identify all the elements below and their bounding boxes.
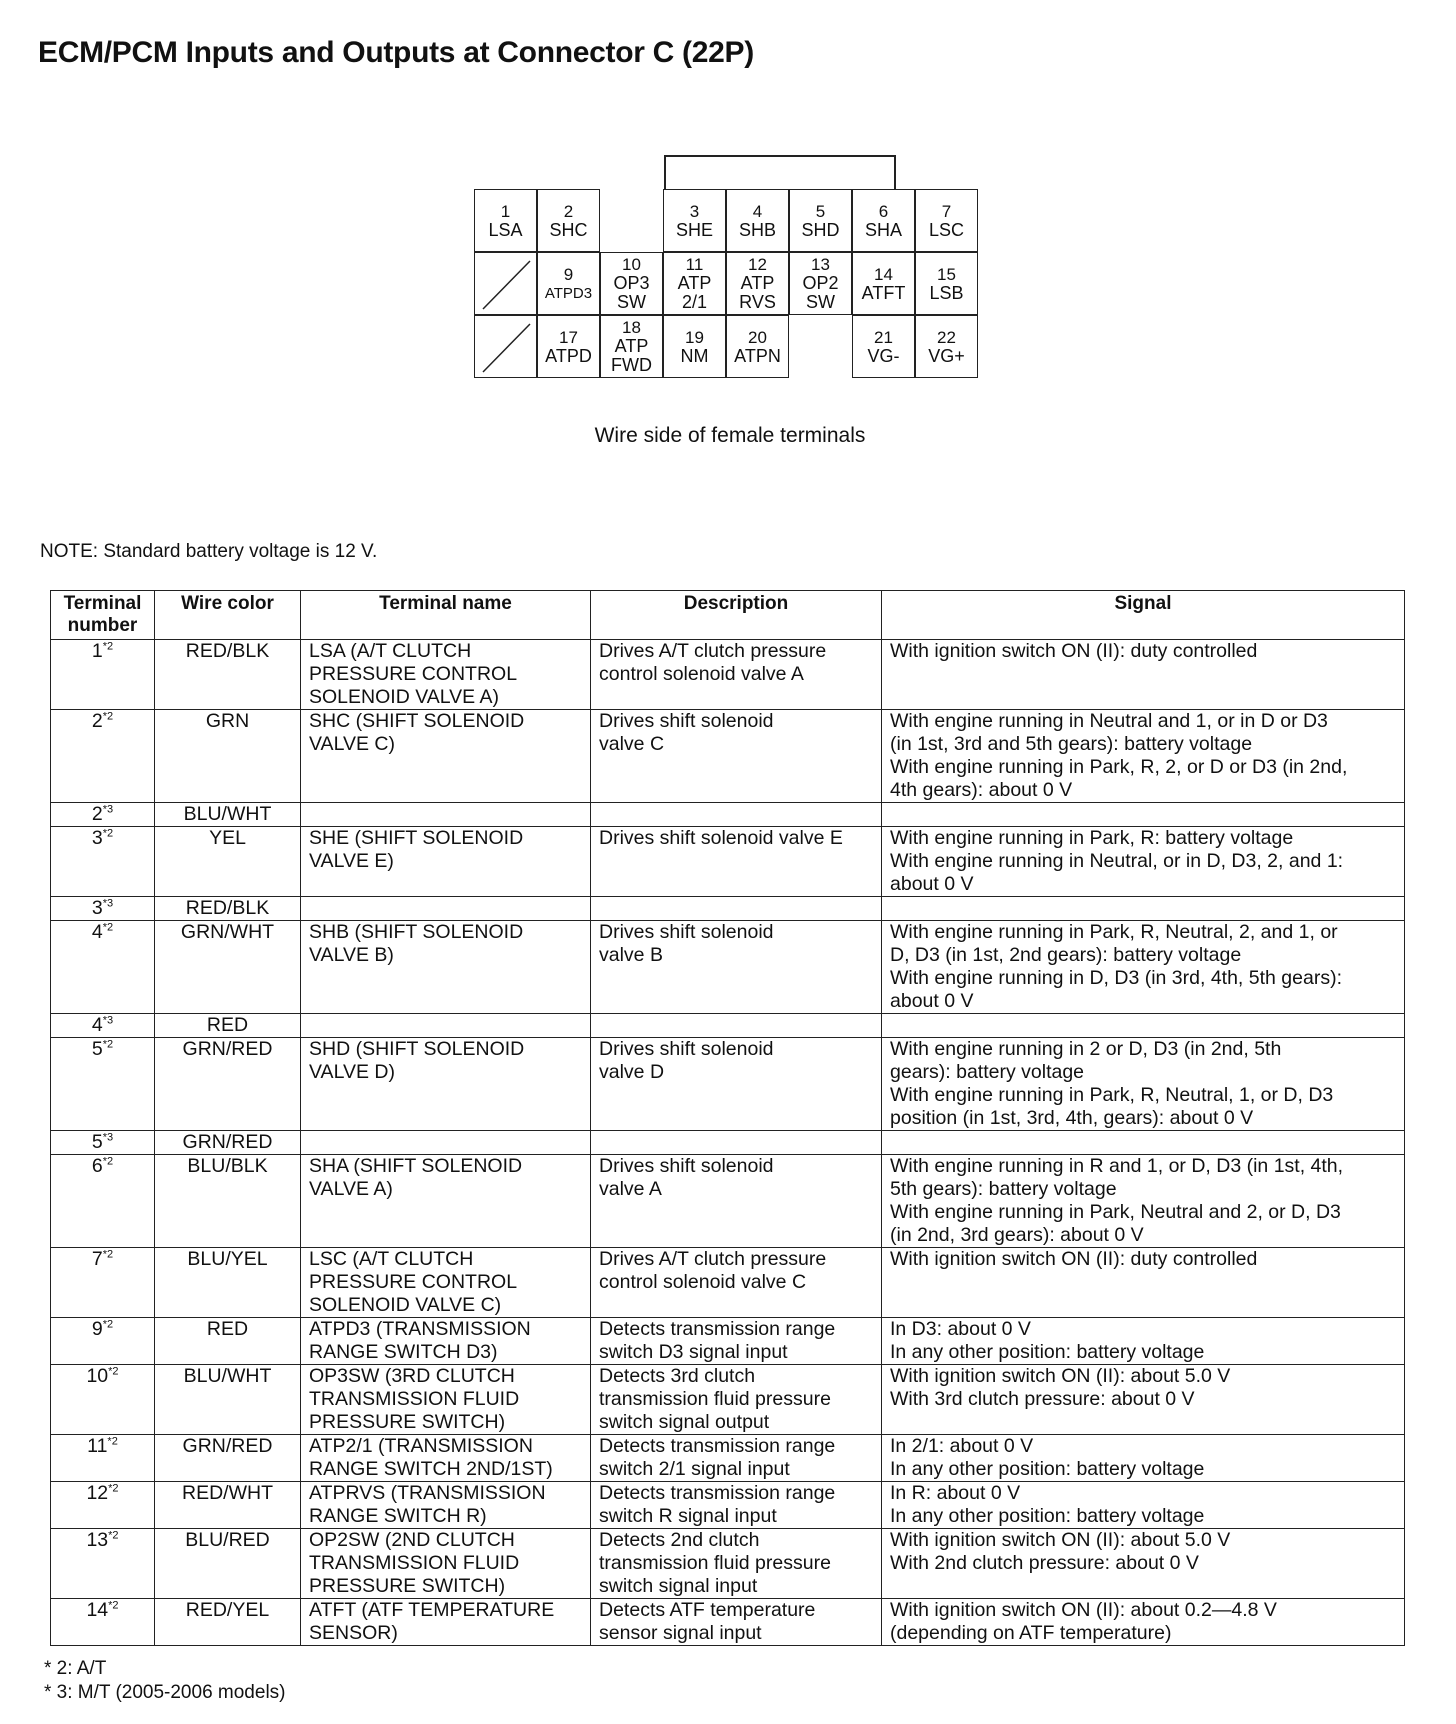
cell-terminal-number: [51, 640, 155, 710]
terminal-number-value: 3: [91, 827, 103, 849]
terminal-1: [474, 189, 537, 252]
terminal-number: 17: [559, 327, 578, 347]
cell-terminal-name: [301, 1038, 591, 1131]
terminal-label: SHD: [801, 219, 840, 240]
terminal-name: ATPD3 (TRANSMISSION RANGE SWITCH D3): [309, 1318, 531, 1363]
terminal-name: OP2SW (2ND CLUTCH TRANSMISSION FLUID PRESSURE SWITCH): [309, 1529, 520, 1597]
terminal-12: [726, 252, 789, 315]
footnote-marker: *2: [102, 1155, 114, 1168]
cell-description: [591, 1529, 882, 1599]
terminal-number: [87, 1435, 118, 1457]
terminal-number-value: 3: [91, 897, 103, 919]
terminal-label: ATPD: [545, 345, 592, 366]
table-row: [51, 1131, 1405, 1155]
cell-terminal-number: [51, 897, 155, 921]
table-row: [51, 897, 1405, 921]
unused-slash-icon: [475, 253, 538, 316]
wire-color: RED/YEL: [185, 1599, 270, 1621]
terminal-19: [663, 315, 726, 378]
cell-wire-color: [155, 1529, 301, 1599]
terminal-20: [726, 315, 789, 378]
cell-description: [591, 1435, 882, 1482]
footnote-marker: *2: [102, 1038, 114, 1051]
wire-color: BLU/YEL: [187, 1248, 268, 1270]
terminal-15: [915, 252, 978, 315]
terminal-number: [86, 1365, 118, 1387]
terminal-label: LSB: [929, 282, 964, 303]
terminal-14: [852, 252, 915, 315]
cell-description: [591, 1155, 882, 1248]
wire-color: YEL: [209, 827, 246, 849]
description: Drives shift solenoid valve C: [599, 710, 774, 755]
table-body: [51, 640, 1405, 1646]
terminal-label: VG+: [928, 345, 965, 366]
table-row: [51, 1529, 1405, 1599]
cell-wire-color: [155, 710, 301, 803]
terminal-label: SHA: [864, 219, 902, 240]
footnote-marker: *2: [102, 640, 114, 653]
wire-color: RED/BLK: [185, 640, 270, 662]
terminal-number: [86, 1529, 118, 1551]
cell-signal: [882, 897, 1405, 921]
cell-signal: [882, 1155, 1405, 1248]
table-row: [51, 640, 1405, 710]
terminal-number-value: 9: [91, 1318, 103, 1340]
cell-terminal-number: [51, 803, 155, 827]
connector-diagram: [474, 155, 984, 381]
terminal-number-value: 5: [91, 1131, 103, 1153]
terminal-7: [915, 189, 978, 252]
cell-terminal-number: [51, 1435, 155, 1482]
signal: With ignition switch ON (II): duty controlled: [890, 640, 1258, 662]
cell-signal: [882, 1014, 1405, 1038]
cell-signal: [882, 803, 1405, 827]
footnote-marker: *2: [108, 1365, 119, 1378]
cell-terminal-name: [301, 1131, 591, 1155]
footnotes: [44, 1657, 286, 1705]
table-row: [51, 1599, 1405, 1646]
wire-color: BLU/RED: [185, 1529, 270, 1551]
signal: With ignition switch ON (II): duty controlled: [890, 1248, 1258, 1270]
cell-terminal-number: [51, 827, 155, 897]
terminal-number-value: 5: [91, 1038, 103, 1060]
signal: With ignition switch ON (II): about 5.0 V With 2nd clutch pressure: about 0 V: [890, 1529, 1231, 1574]
cell-terminal-name: [301, 921, 591, 1014]
cell-signal: [882, 710, 1405, 803]
terminal-number-value: 13: [86, 1529, 109, 1551]
terminal-label: SHB: [738, 219, 776, 240]
terminal-21: [852, 315, 915, 378]
terminal-label: OP3 SW: [613, 273, 650, 312]
terminal-9: [537, 252, 600, 315]
cell-terminal-name: [301, 803, 591, 827]
terminal-number-value: 7: [91, 1248, 103, 1270]
description: Detects transmission range switch R signal input: [599, 1482, 836, 1527]
terminal-name: SHC (SHIFT SOLENOID VALVE C): [309, 710, 525, 755]
cell-terminal-name: [301, 897, 591, 921]
terminal-number: 6: [878, 201, 889, 221]
cell-description: [591, 1248, 882, 1318]
cell-terminal-number: [51, 1014, 155, 1038]
cell-terminal-name: [301, 827, 591, 897]
signal: With engine running in R and 1, or D, D3 (in 1st, 4th, 5th gears): battery voltage With engine running in Park, Neutral and 2, or D, D3 (in 2nd, 3rd gears): about 0 V: [890, 1155, 1344, 1246]
cell-signal: [882, 1599, 1405, 1646]
signal: In 2/1: about 0 V In any other position: battery voltage: [890, 1435, 1205, 1480]
terminal-name: ATPRVS (TRANSMISSION RANGE SWITCH R): [309, 1482, 546, 1527]
terminal-label: ATPN: [734, 345, 781, 366]
header-wire-color: Wire color: [155, 591, 301, 640]
signal: With engine running in 2 or D, D3 (in 2nd, 5th gears): battery voltage With engine running in Park, R, Neutral, 1, or D, D3 position (in 1st, 3rd, 4th, gears): about 0 V: [890, 1038, 1334, 1129]
footnote-marker: *2: [102, 921, 114, 934]
cell-description: [591, 640, 882, 710]
terminal-number-value: 2: [91, 803, 103, 825]
terminal-number: 18: [622, 318, 641, 337]
cell-terminal-name: [301, 1014, 591, 1038]
description: Detects ATF temperature sensor signal input: [599, 1599, 816, 1644]
terminal-10: [600, 252, 663, 315]
footnote-marker: *2: [107, 1435, 118, 1448]
terminal-number: [92, 921, 113, 943]
table-row: [51, 827, 1405, 897]
terminal-2: [537, 189, 600, 252]
terminal-number: [92, 827, 113, 849]
terminal-number: [92, 803, 113, 825]
header-terminal-name: Terminal name: [301, 591, 591, 640]
terminal-22: [915, 315, 978, 378]
wire-color: BLU/WHT: [183, 803, 272, 825]
terminal-name: ATP2/1 (TRANSMISSION RANGE SWITCH 2ND/1ST): [309, 1435, 553, 1480]
cell-terminal-name: [301, 1248, 591, 1318]
cell-signal: [882, 921, 1405, 1014]
footnote-at: * 2: A/T: [44, 1658, 107, 1679]
terminal-number-value: 12: [86, 1482, 109, 1504]
terminal-number: [92, 640, 113, 662]
signal: With engine running in Neutral and 1, or in D or D3 (in 1st, 3rd and 5th gears): battery voltage With engine running in Park, R, 2, or D or D3 (in 2nd, 4th gears): about 0 V: [890, 710, 1348, 801]
terminal-number: [92, 1248, 113, 1270]
description: Drives shift solenoid valve E: [599, 827, 843, 849]
cell-wire-color: [155, 1131, 301, 1155]
wire-color: GRN/WHT: [180, 921, 275, 943]
terminal-number: [92, 1318, 113, 1340]
terminal-number: [92, 710, 113, 732]
cell-terminal-name: [301, 1155, 591, 1248]
header-signal: Signal: [882, 591, 1405, 640]
cell-wire-color: [155, 1014, 301, 1038]
terminal-6: [852, 189, 915, 252]
table-row: [51, 710, 1405, 803]
terminal-number: 19: [685, 327, 704, 347]
cell-terminal-number: [51, 1365, 155, 1435]
cell-wire-color: [155, 1482, 301, 1529]
footnote-marker: *2: [108, 1599, 119, 1612]
terminal-label: SHC: [549, 219, 588, 240]
terminal-name: ATFT (ATF TEMPERATURE SENSOR): [309, 1599, 555, 1644]
battery-voltage-note: NOTE: Standard battery voltage is 12 V.: [40, 541, 378, 562]
cell-description: [591, 827, 882, 897]
footnote-mt: * 3: M/T (2005-2006 models): [44, 1682, 286, 1703]
footnote-marker: *2: [108, 1529, 119, 1542]
terminal-label: VG-: [867, 345, 900, 366]
cell-terminal-number: [51, 1155, 155, 1248]
table-row: [51, 1155, 1405, 1248]
description: Drives A/T clutch pressure control solenoid valve A: [599, 640, 827, 685]
terminal-number-value: 11: [87, 1435, 108, 1457]
terminal-number-value: 1: [91, 640, 103, 662]
wire-color: RED: [206, 1014, 249, 1036]
cell-description: [591, 1599, 882, 1646]
cell-wire-color: [155, 1155, 301, 1248]
terminal-4: [726, 189, 789, 252]
unused-slash-icon: [475, 316, 538, 379]
footnote-marker: *3: [102, 897, 114, 910]
wire-color: RED/BLK: [185, 897, 270, 919]
terminal-label: LSC: [928, 219, 964, 240]
terminal-number: 22: [937, 327, 956, 347]
cell-signal: [882, 1435, 1405, 1482]
cell-terminal-name: [301, 1599, 591, 1646]
terminal-18: [600, 315, 663, 378]
terminal-number: 7: [941, 201, 952, 221]
cell-signal: [882, 1482, 1405, 1529]
footnote-marker: *3: [102, 1014, 114, 1027]
signal: With engine running in Park, R, Neutral, 2, and 1, or D, D3 (in 1st, 2nd gears): battery voltage With engine running in D, D3 (in 3rd, 4th, 5th gears): about 0 V: [890, 921, 1342, 1012]
terminal-number: 21: [874, 327, 893, 347]
cell-description: [591, 1131, 882, 1155]
terminal-number-value: 2: [91, 710, 103, 732]
cell-terminal-number: [51, 710, 155, 803]
cell-description: [591, 1482, 882, 1529]
terminal-name: LSC (A/T CLUTCH PRESSURE CONTROL SOLENOID VALVE C): [309, 1248, 518, 1316]
terminal-16-unused: [474, 315, 537, 378]
terminal-label: ATP 2/1: [677, 273, 712, 312]
terminal-label: OP2 SW: [802, 273, 839, 312]
connector-lock-tab: [664, 155, 896, 189]
terminal-label: NM: [680, 345, 709, 366]
cell-terminal-name: [301, 1365, 591, 1435]
footnote-marker: *2: [102, 1318, 114, 1331]
footnote-marker: *3: [102, 803, 114, 816]
cell-description: [591, 710, 882, 803]
description: Drives A/T clutch pressure control solenoid valve C: [599, 1248, 827, 1293]
terminal-number: 11: [685, 255, 704, 274]
header-terminal-number: Terminal number: [51, 591, 155, 640]
terminal-number-value: 4: [91, 921, 103, 943]
cell-signal: [882, 1131, 1405, 1155]
cell-terminal-number: [51, 1131, 155, 1155]
cell-wire-color: [155, 1435, 301, 1482]
terminal-label: LSA: [488, 219, 523, 240]
cell-description: [591, 1014, 882, 1038]
footnote-marker: *3: [102, 1131, 114, 1144]
cell-terminal-name: [301, 640, 591, 710]
cell-description: [591, 1365, 882, 1435]
cell-wire-color: [155, 1365, 301, 1435]
terminal-name: SHD (SHIFT SOLENOID VALVE D): [309, 1038, 525, 1083]
description: Drives shift solenoid valve A: [599, 1155, 774, 1200]
terminal-number: [92, 1038, 113, 1060]
cell-terminal-name: [301, 1529, 591, 1599]
terminal-number: [92, 1155, 113, 1177]
cell-signal: [882, 827, 1405, 897]
terminal-number-value: 4: [91, 1014, 103, 1036]
table-row: [51, 1365, 1405, 1435]
terminal-name: SHA (SHIFT SOLENOID VALVE A): [309, 1155, 523, 1200]
terminal-name: LSA (A/T CLUTCH PRESSURE CONTROL SOLENOID VALVE A): [309, 640, 518, 708]
terminal-number: 15: [937, 264, 956, 284]
terminal-number: [92, 1014, 113, 1036]
terminal-table: [50, 590, 1405, 1646]
terminal-number-value: 10: [86, 1365, 109, 1387]
cell-terminal-number: [51, 1529, 155, 1599]
wire-color: RED: [206, 1318, 249, 1340]
terminal-number: 20: [748, 327, 767, 347]
header-description: Description: [591, 591, 882, 640]
signal: With ignition switch ON (II): about 0.2—4.8 V (depending on ATF temperature): [890, 1599, 1277, 1644]
terminal-number-value: 14: [86, 1599, 109, 1621]
wire-color: BLU/WHT: [183, 1365, 272, 1387]
terminal-name: OP3SW (3RD CLUTCH TRANSMISSION FLUID PRESSURE SWITCH): [309, 1365, 520, 1433]
wire-color: GRN: [205, 710, 250, 732]
footnote-marker: *2: [102, 1248, 114, 1261]
cell-terminal-name: [301, 710, 591, 803]
cell-description: [591, 897, 882, 921]
cell-wire-color: [155, 1318, 301, 1365]
terminal-8-unused: [474, 252, 537, 315]
cell-signal: [882, 1318, 1405, 1365]
cell-terminal-number: [51, 1318, 155, 1365]
cell-wire-color: [155, 921, 301, 1014]
cell-terminal-name: [301, 1318, 591, 1365]
footnote-marker: *2: [108, 1482, 119, 1495]
terminal-name: SHE (SHIFT SOLENOID VALVE E): [309, 827, 524, 872]
cell-wire-color: [155, 1038, 301, 1131]
cell-description: [591, 803, 882, 827]
terminal-number: 4: [752, 201, 763, 221]
terminal-number: [92, 897, 113, 919]
connector-caption: Wire side of female terminals: [594, 424, 866, 447]
table-row: [51, 1014, 1405, 1038]
signal: With engine running in Park, R: battery voltage With engine running in Neutral, or in D, D3, 2, and 1: about 0 V: [890, 827, 1344, 895]
signal: In R: about 0 V In any other position: battery voltage: [890, 1482, 1205, 1527]
table-row: [51, 1038, 1405, 1131]
terminal-label: ATP FWD: [611, 336, 652, 375]
table-row: [51, 1482, 1405, 1529]
wire-color: GRN/RED: [182, 1435, 273, 1457]
cell-description: [591, 1318, 882, 1365]
cell-signal: [882, 1365, 1405, 1435]
cell-terminal-number: [51, 1248, 155, 1318]
description: Drives shift solenoid valve D: [599, 1038, 774, 1083]
terminal-number: [86, 1482, 118, 1504]
terminal-3: [663, 189, 726, 252]
cell-signal: [882, 640, 1405, 710]
cell-wire-color: [155, 640, 301, 710]
cell-wire-color: [155, 1248, 301, 1318]
terminal-name: SHB (SHIFT SOLENOID VALVE B): [309, 921, 524, 966]
description: Detects 2nd clutch transmission fluid pressure switch signal input: [599, 1529, 831, 1597]
wire-color: BLU/BLK: [187, 1155, 268, 1177]
terminal-number-value: 6: [91, 1155, 103, 1177]
cell-signal: [882, 1248, 1405, 1318]
cell-description: [591, 1038, 882, 1131]
cell-terminal-number: [51, 921, 155, 1014]
terminal-number: 9: [563, 264, 574, 284]
cell-signal: [882, 1038, 1405, 1131]
cell-terminal-name: [301, 1482, 591, 1529]
footnote-marker: *2: [102, 827, 114, 840]
table-row: [51, 921, 1405, 1014]
terminal-label: SHE: [675, 219, 713, 240]
terminal-17: [537, 315, 600, 378]
cell-wire-color: [155, 803, 301, 827]
terminal-label: ATFT: [861, 282, 906, 303]
table-row: [51, 1318, 1405, 1365]
description: Detects transmission range switch 2/1 signal input: [599, 1435, 836, 1480]
cell-terminal-number: [51, 1599, 155, 1646]
cell-signal: [882, 1529, 1405, 1599]
signal: With ignition switch ON (II): about 5.0 V With 3rd clutch pressure: about 0 V: [890, 1365, 1231, 1410]
description: Detects 3rd clutch transmission fluid pressure switch signal output: [599, 1365, 831, 1433]
terminal-label: ATP RVS: [739, 273, 776, 312]
terminal-number: 3: [689, 201, 700, 221]
terminal-5: [789, 189, 852, 252]
description: Detects transmission range switch D3 signal input: [599, 1318, 836, 1363]
table-row: [51, 803, 1405, 827]
terminal-number: 2: [563, 201, 574, 221]
terminal-11: [663, 252, 726, 315]
terminal-number: [86, 1599, 118, 1621]
terminal-number: 12: [748, 255, 767, 274]
footnote-marker: *2: [102, 710, 114, 723]
wire-color: GRN/RED: [182, 1038, 273, 1060]
table-row: [51, 1248, 1405, 1318]
terminal-number: 5: [815, 201, 826, 221]
cell-terminal-number: [51, 1038, 155, 1131]
cell-wire-color: [155, 827, 301, 897]
cell-terminal-number: [51, 1482, 155, 1529]
cell-terminal-name: [301, 1435, 591, 1482]
signal: In D3: about 0 V In any other position: battery voltage: [890, 1318, 1205, 1363]
terminal-number: [92, 1131, 113, 1153]
page-title: ECM/PCM Inputs and Outputs at Connector C (22P): [38, 36, 754, 69]
cell-description: [591, 921, 882, 1014]
table-row: [51, 1435, 1405, 1482]
cell-wire-color: [155, 1599, 301, 1646]
wire-color: RED/WHT: [182, 1482, 273, 1504]
terminal-label: ATPD3: [544, 284, 593, 302]
cell-wire-color: [155, 897, 301, 921]
wire-color: GRN/RED: [182, 1131, 273, 1153]
terminal-number: 14: [874, 264, 893, 284]
terminal-number: 13: [811, 255, 830, 274]
terminal-13: [789, 252, 852, 315]
terminal-number: 1: [500, 201, 511, 221]
table-header-row: [51, 591, 1405, 640]
terminal-number: 10: [622, 255, 641, 274]
description: Drives shift solenoid valve B: [599, 921, 774, 966]
